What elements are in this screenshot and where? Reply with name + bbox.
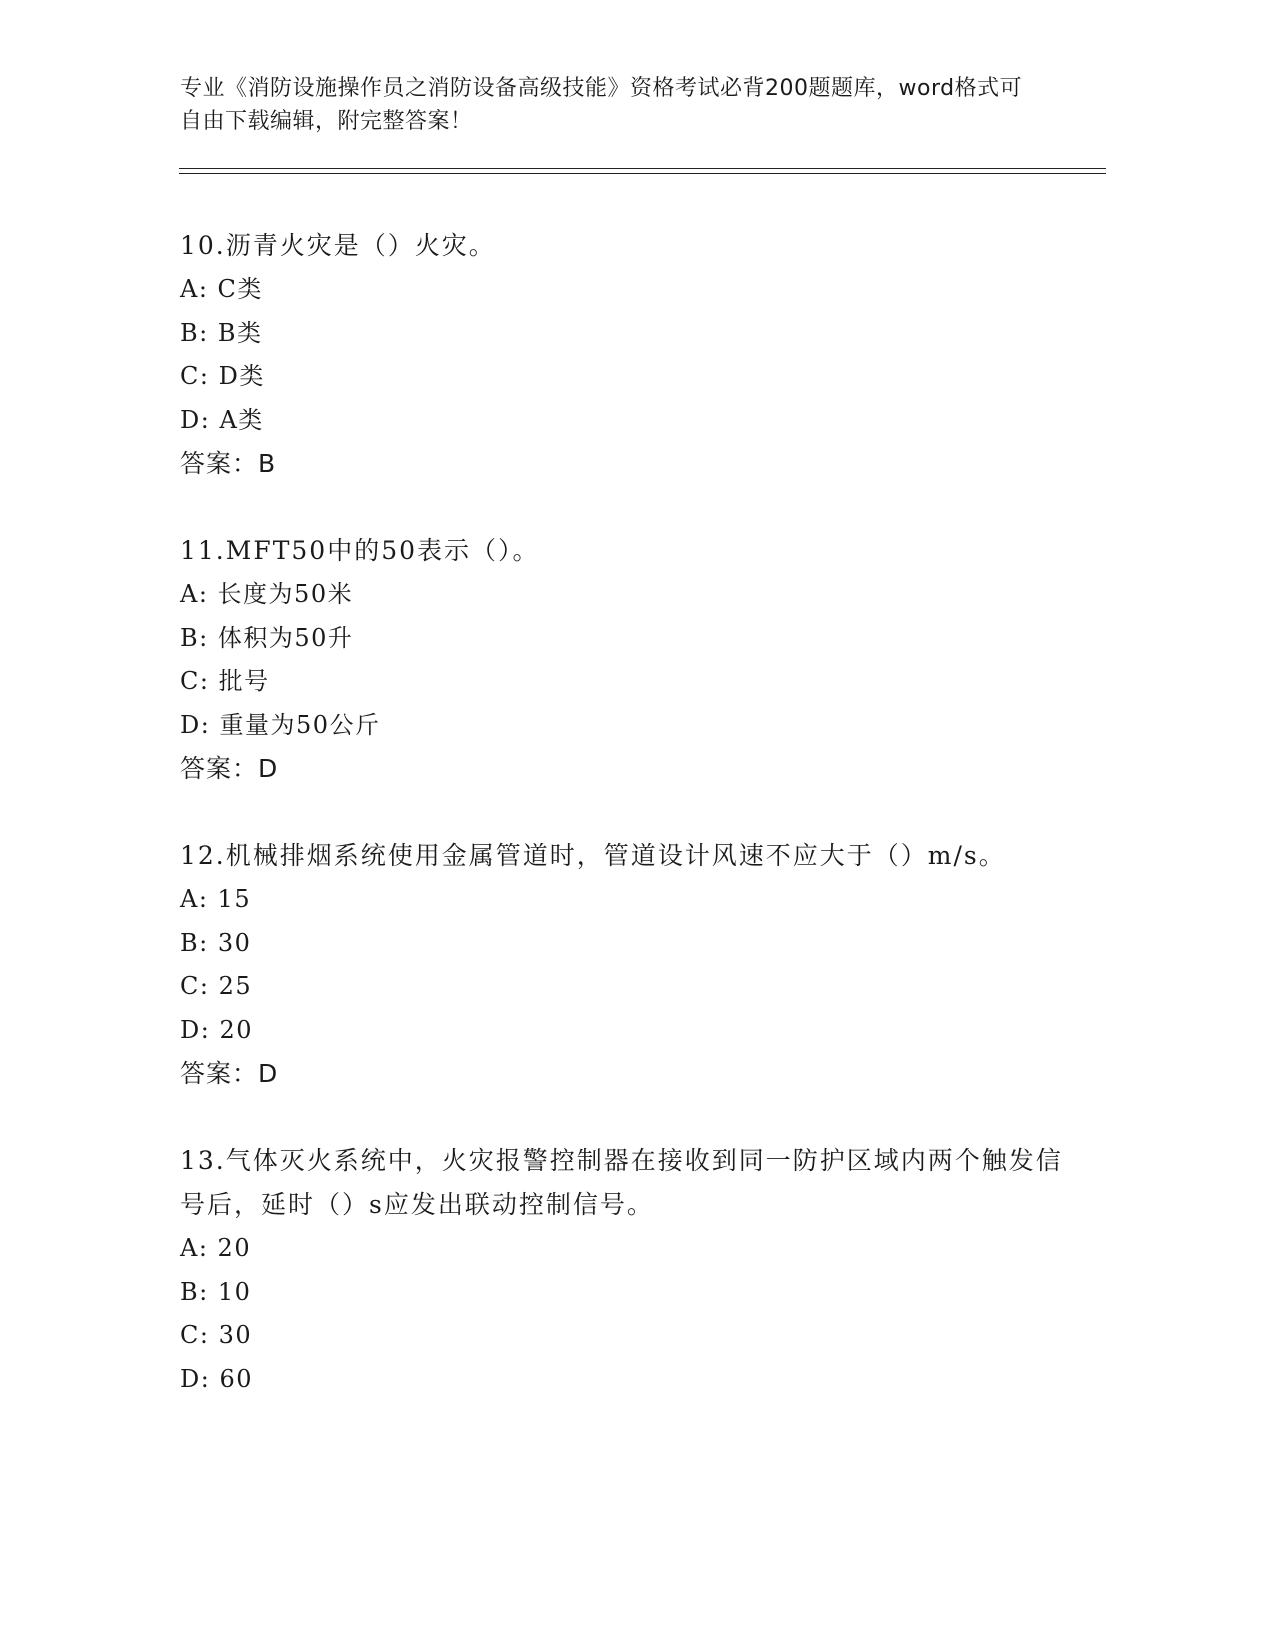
option-d: D: 20 [180, 1015, 253, 1044]
question-stem: 10.沥青火灾是（）火灾。 [180, 231, 496, 260]
question-11 [180, 529, 1080, 791]
document-header [180, 72, 1040, 138]
header-divider-top [179, 168, 1106, 169]
question-stem: 13.气体灭火系统中，火灾报警控制器在接收到同一防护区域内两个触发信号后，延时（）s应发出联动控制信号。 [180, 1146, 1063, 1219]
option-b: B: 体积为50升 [180, 623, 354, 652]
option-b: B: 30 [180, 928, 252, 957]
answer: 答案：B [180, 449, 277, 478]
option-c: C: 25 [180, 972, 253, 1000]
option-c: C: 批号 [180, 667, 270, 695]
option-d: D: 60 [180, 1364, 253, 1393]
option-b: B: 10 [180, 1277, 252, 1306]
option-d: D: 重量为50公斤 [180, 710, 381, 739]
answer: 答案：D [180, 754, 279, 783]
question-10 [180, 224, 1080, 486]
option-d: D: A类 [180, 405, 264, 434]
option-b: B: B类 [180, 318, 263, 347]
answer: 答案：D [180, 1059, 279, 1088]
option-a: A: 长度为50米 [180, 580, 354, 608]
question-13 [180, 1139, 1080, 1401]
header-text: 专业《消防设施操作员之消防设备高级技能》资格考试必背200题题库，word格式可自由下载编辑，附完整答案！ [180, 76, 1023, 134]
option-a: A: 20 [180, 1234, 252, 1262]
header-divider-bottom [179, 173, 1106, 174]
question-12 [180, 834, 1080, 1096]
option-a: A: 15 [180, 885, 252, 913]
question-stem: 11.MFT50中的50表示（）。 [180, 536, 540, 565]
question-stem: 12.机械排烟系统使用金属管道时，管道设计风速不应大于（）m/s。 [180, 841, 1006, 870]
option-a: A: C类 [180, 275, 263, 303]
option-c: C: 30 [180, 1321, 253, 1349]
option-c: C: D类 [180, 362, 265, 390]
